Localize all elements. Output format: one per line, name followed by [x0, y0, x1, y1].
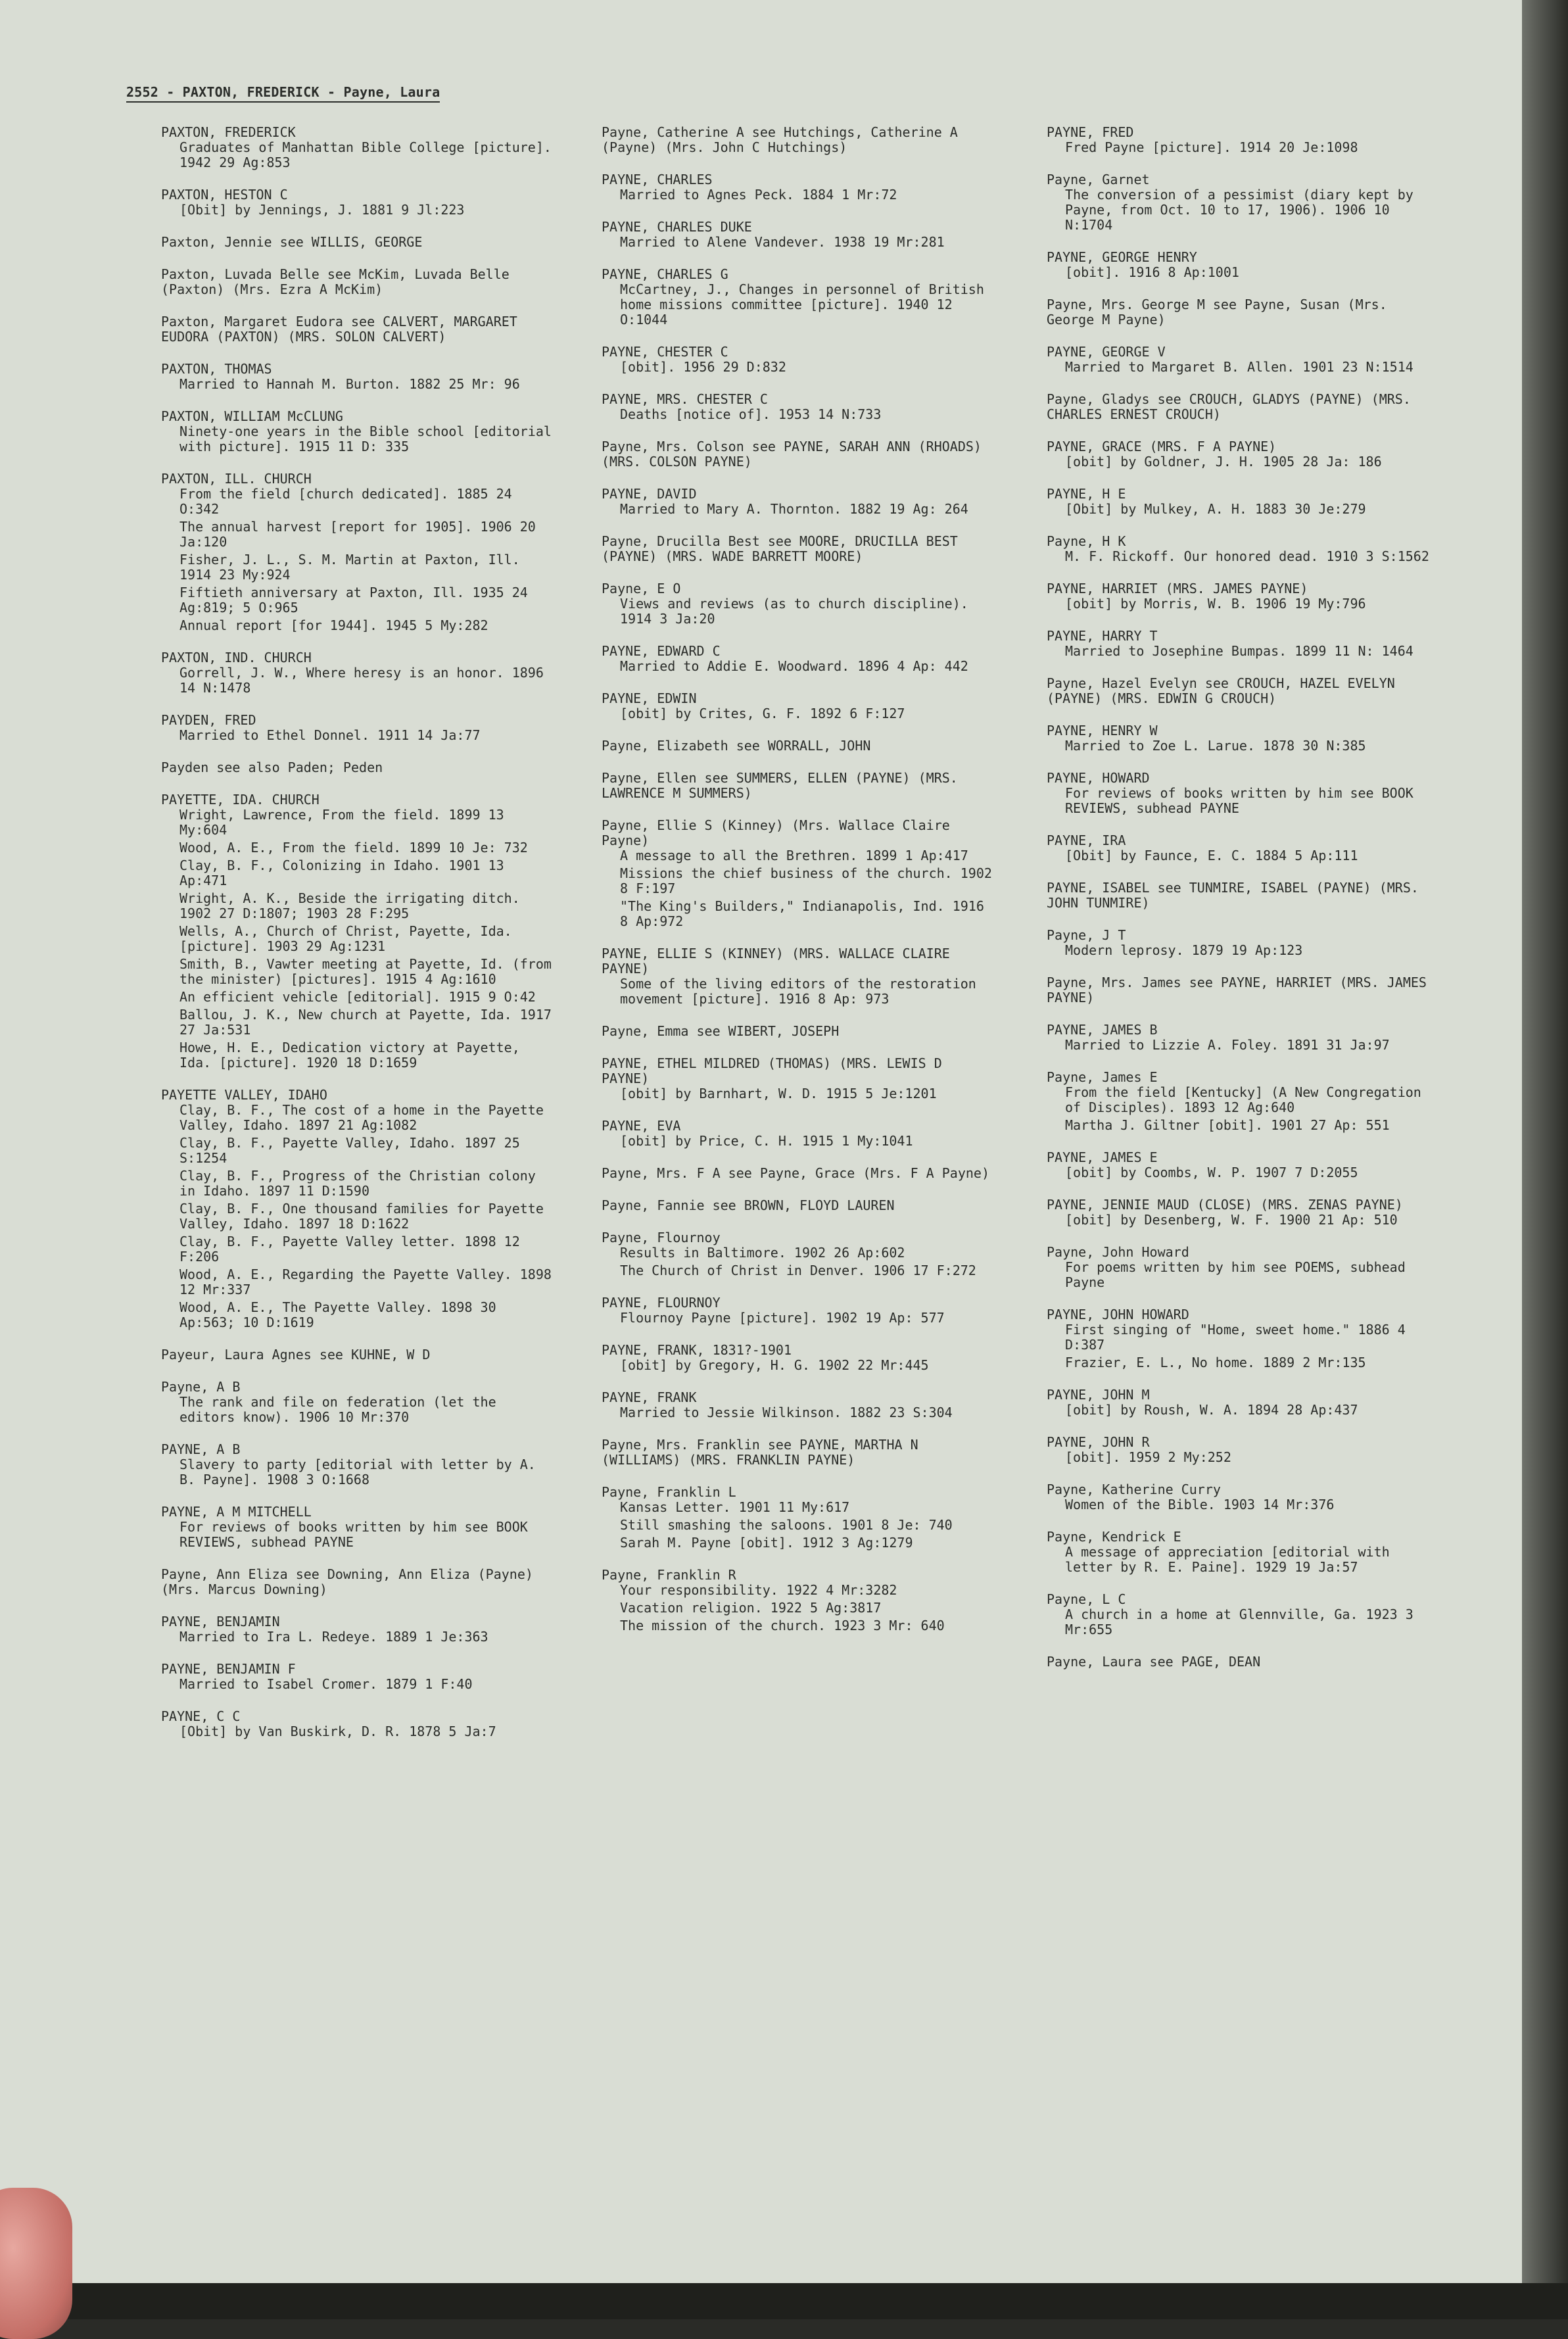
index-entry [602, 1568, 996, 1633]
entry-heading: Payeur, Laura Agnes see KUHNE, W D [161, 1347, 431, 1362]
index-entry [161, 267, 556, 297]
entry-heading: Payne, Ellie S (Kinney) (Mrs. Wallace Claire Payne) [602, 817, 958, 848]
entry-citation: Clay, B. F., The cost of a home in the Payette Valley, Idaho. 1897 21 Ag:1082 [179, 1102, 552, 1133]
index-entry [1047, 581, 1441, 612]
entry-citation: Views and reviews (as to church discipline). 1914 3 Ja:20 [620, 596, 976, 627]
entry-citation: [obit] by Crites, G. F. 1892 6 F:127 [620, 706, 905, 721]
entry-heading: Payne, Laura see PAGE, DEAN [1047, 1654, 1261, 1670]
entry-heading: Payne, Flournoy [602, 1230, 721, 1245]
entry-citation: Married to Ira L. Redeye. 1889 1 Je:363 [179, 1629, 488, 1645]
entry-heading: PAYDEN, FRED [161, 712, 256, 728]
entry-citation: Missions the chief business of the church. 1902 8 F:197 [620, 865, 1000, 896]
entry-citation: Married to Josephine Bumpas. 1899 11 N: 1464 [1065, 643, 1414, 659]
entry-citation: A church in a home at Glennville, Ga. 1923 3 Mr:655 [1065, 1606, 1421, 1637]
entry-heading: PAYNE, FRANK [602, 1389, 697, 1405]
index-entry [602, 1485, 996, 1551]
index-entry [1047, 975, 1441, 1005]
index-entry [1047, 345, 1441, 375]
index-entry [1047, 723, 1441, 754]
entry-heading: PAYNE, JENNIE MAUD (CLOSE) (MRS. ZENAS PAYNE) [1047, 1197, 1403, 1213]
entry-citation: Deaths [notice of]. 1953 14 N:733 [620, 406, 882, 422]
index-column-2 [602, 124, 1000, 1651]
index-entry [602, 345, 996, 375]
index-entry [161, 760, 556, 775]
entry-citation: [obit] by Roush, W. A. 1894 28 Ap:437 [1065, 1402, 1358, 1418]
index-column-1 [161, 124, 559, 1756]
entry-citation: [obit] by Barnhart, W. D. 1915 5 Je:1201 [620, 1086, 937, 1101]
index-entry [161, 1087, 559, 1330]
entry-heading: Payne, Mrs. F A see Payne, Grace (Mrs. F A Payne) [602, 1165, 990, 1181]
entry-heading: PAXTON, WILLIAM McCLUNG [161, 408, 343, 424]
entry-heading: Payne, Gladys see CROUCH, GLADYS (PAYNE) (MRS. CHARLES ERNEST CROUCH) [1047, 391, 1419, 422]
entry-citation: [obit] by Gregory, H. G. 1902 22 Mr:445 [620, 1357, 929, 1373]
entry-heading: PAYNE, ISABEL see TUNMIRE, ISABEL (PAYNE) (MRS. JOHN TUNMIRE) [1047, 880, 1427, 911]
index-entry [1047, 1530, 1441, 1575]
entry-citation: Wood, A. E., From the field. 1899 10 Je: 732 [179, 840, 528, 856]
entry-citation: Martha J. Giltner [obit]. 1901 27 Ap: 551 [1065, 1117, 1390, 1133]
index-entry [602, 1295, 996, 1326]
entry-heading: Payne, J T [1047, 927, 1126, 943]
index-entry [602, 738, 996, 754]
index-entry [602, 1390, 996, 1420]
entry-citation: Fiftieth anniversary at Paxton, Ill. 1935 24 Ag:819; 5 O:965 [179, 585, 536, 615]
entry-heading: Payne, Mrs. Colson see PAYNE, SARAH ANN (RHOADS) (MRS. COLSON PAYNE) [602, 439, 990, 470]
entry-citation: Howe, H. E., Dedication victory at Payette, Ida. [picture]. 1920 18 D:1659 [179, 1040, 528, 1071]
page-gutter-shadow [1522, 0, 1568, 2319]
entry-citation: First singing of "Home, sweet home." 1886 4 D:387 [1065, 1322, 1414, 1353]
entry-citation: Clay, B. F., One thousand families for Payette Valley, Idaho. 1897 18 D:1622 [179, 1201, 552, 1232]
entry-heading: Payne, Hazel Evelyn see CROUCH, HAZEL EVELYN (PAYNE) (MRS. EDWIN G CROUCH) [1047, 675, 1403, 706]
index-entry [161, 362, 556, 392]
index-entry [602, 691, 996, 721]
entry-citation: The rank and file on federation (let the editors know). 1906 10 Mr:370 [179, 1394, 504, 1425]
index-entry [1047, 172, 1441, 233]
entry-citation: Sarah M. Payne [obit]. 1912 3 Ag:1279 [620, 1535, 913, 1551]
entry-heading: PAYNE, HARRIET (MRS. JAMES PAYNE) [1047, 581, 1308, 596]
entry-heading: PAYNE, JOHN M [1047, 1387, 1150, 1403]
index-entry [1047, 833, 1441, 863]
entry-citation: McCartney, J., Changes in personnel of British home missions committee [picture]. 1940 12 O:1044 [620, 281, 992, 327]
entry-heading: Payne, Katherine Curry [1047, 1482, 1221, 1497]
entry-heading: Paxton, Margaret Eudora see CALVERT, MARGARET EUDORA (PAXTON) (MRS. SOLON CALVERT) [161, 314, 525, 345]
entry-heading: Payne, Elizabeth see WORRALL, JOHN [602, 738, 871, 754]
entry-citation: Clay, B. F., Payette Valley letter. 1898 12 F:206 [179, 1234, 528, 1265]
entry-citation: Wood, A. E., The Payette Valley. 1898 30 Ap:563; 10 D:1619 [179, 1299, 504, 1330]
entry-heading: Payne, Mrs. James see PAYNE, HARRIET (MRS. JAMES PAYNE) [1047, 975, 1435, 1005]
entry-citation: Married to Zoe L. Larue. 1878 30 N:385 [1065, 738, 1366, 754]
entry-heading: Payne, Emma see WIBERT, JOSEPH [602, 1023, 840, 1039]
entry-heading: Payne, H K [1047, 533, 1126, 549]
entry-heading: PAYNE, GEORGE V [1047, 344, 1166, 360]
index-entry [602, 534, 996, 564]
entry-heading: Payne, James E [1047, 1069, 1158, 1085]
index-entry [1047, 392, 1441, 422]
entry-heading: PAYNE, FRANK, 1831?-1901 [602, 1342, 792, 1358]
entry-citation: Women of the Bible. 1903 14 Mr:376 [1065, 1497, 1335, 1512]
entry-heading: PAXTON, HESTON C [161, 187, 288, 203]
index-entry [1047, 487, 1441, 517]
entry-citation: Married to Mary A. Thornton. 1882 19 Ag: 264 [620, 501, 968, 517]
entry-heading: Payne, Catherine A see Hutchings, Catherine A (Payne) (Mrs. John C Hutchings) [602, 124, 966, 155]
entry-citation: Wright, A. K., Beside the irrigating ditch. 1902 27 D:1807; 1903 28 F:295 [179, 890, 528, 921]
entry-heading: PAYNE, EDWARD C [602, 643, 721, 659]
entry-citation: From the field [church dedicated]. 1885 24 O:342 [179, 486, 520, 517]
entry-heading: PAYNE, MRS. CHESTER C [602, 391, 768, 407]
index-entry [1047, 880, 1441, 911]
index-entry [602, 1166, 996, 1181]
index-entry [161, 1662, 556, 1692]
index-entry [161, 314, 556, 345]
entry-heading: Payne, Fannie see BROWN, FLOYD LAUREN [602, 1197, 895, 1213]
index-entry [602, 220, 996, 250]
entry-citation: The annual harvest [report for 1905]. 1906 20 Ja:120 [179, 519, 544, 550]
entry-heading: PAYNE, EDWIN [602, 690, 697, 706]
entry-citation: For poems written by him see POEMS, subhead Payne [1065, 1259, 1414, 1290]
entry-citation: For reviews of books written by him see BOOK REVIEWS, subhead PAYNE [179, 1519, 536, 1550]
index-entry [161, 235, 556, 250]
entry-heading: PAYNE, GRACE (MRS. F A PAYNE) [1047, 439, 1277, 454]
index-entry [1047, 1387, 1441, 1418]
entry-citation: [Obit] by Faunce, E. C. 1884 5 Ap:111 [1065, 848, 1358, 863]
index-entry [161, 187, 556, 218]
entry-citation: Clay, B. F., Progress of the Christian colony in Idaho. 1897 11 D:1590 [179, 1168, 544, 1199]
entry-heading: PAXTON, IND. CHURCH [161, 650, 312, 665]
entry-heading: PAYNE, FLOURNOY [602, 1295, 721, 1311]
index-entry [1047, 629, 1441, 659]
entry-citation: Clay, B. F., Payette Valley, Idaho. 1897 25 S:1254 [179, 1135, 528, 1166]
entry-heading: PAXTON, THOMAS [161, 361, 272, 377]
entry-heading: PAYNE, BENJAMIN F [161, 1661, 296, 1677]
entry-citation: Married to Alene Vandever. 1938 19 Mr:281 [620, 234, 945, 250]
entry-heading: Payne, Franklin R [602, 1567, 736, 1583]
entry-heading: Paxton, Jennie see WILLIS, GEORGE [161, 234, 423, 250]
entry-citation: Slavery to party [editorial with letter by A. B. Payne]. 1908 3 O:1668 [179, 1457, 544, 1487]
index-entry [602, 581, 996, 627]
index-entry [1047, 297, 1441, 327]
entry-heading: PAXTON, FREDERICK [161, 124, 296, 140]
entry-citation: Your responsibility. 1922 4 Mr:3282 [620, 1582, 897, 1598]
entry-citation: [Obit] by Jennings, J. 1881 9 Jl:223 [179, 202, 465, 218]
entry-citation: [obit]. 1916 8 Ap:1001 [1065, 264, 1239, 280]
entry-citation: Annual report [for 1944]. 1945 5 My:282 [179, 617, 488, 633]
index-entry [161, 471, 556, 633]
index-entry [1047, 1592, 1441, 1637]
entry-citation: [obit] by Desenberg, W. F. 1900 21 Ap: 510 [1065, 1212, 1398, 1228]
entry-heading: PAYNE, FRED [1047, 124, 1134, 140]
entry-citation: [obit] by Morris, W. B. 1906 19 My:796 [1065, 596, 1366, 612]
index-entry [602, 487, 996, 517]
entry-citation: Clay, B. F., Colonizing in Idaho. 1901 13 Ap:471 [179, 857, 512, 888]
index-entry [602, 172, 996, 203]
entry-heading: PAXTON, ILL. CHURCH [161, 471, 312, 487]
entry-citation: Married to Lizzie A. Foley. 1891 31 Ja:97 [1065, 1037, 1390, 1053]
index-entry [161, 1442, 556, 1487]
entry-heading: PAYNE, A M MITCHELL [161, 1504, 312, 1520]
entry-citation: [obit] by Goldner, J. H. 1905 28 Ja: 186 [1065, 454, 1382, 470]
entry-heading: Payne, Ellen see SUMMERS, ELLEN (PAYNE) (MRS. LAWRENCE M SUMMERS) [602, 770, 966, 801]
entry-heading: PAYNE, DAVID [602, 486, 697, 502]
index-entry [1047, 1482, 1441, 1512]
entry-citation: Married to Margaret B. Allen. 1901 23 N:1514 [1065, 359, 1414, 375]
entry-citation: The mission of the church. 1923 3 Mr: 640 [620, 1618, 945, 1633]
index-entry [602, 817, 1000, 929]
entry-citation: The Church of Christ in Denver. 1906 17 F:272 [620, 1263, 976, 1278]
index-entry [602, 439, 996, 470]
index-entry [1047, 534, 1441, 564]
entry-heading: PAYNE, ETHEL MILDRED (THOMAS) (MRS. LEWIS D PAYNE) [602, 1055, 950, 1086]
index-entry [602, 771, 996, 801]
index-entry [1047, 1070, 1441, 1133]
index-entry [602, 1056, 996, 1101]
entry-heading: PAYETTE, IDA. CHURCH [161, 792, 320, 808]
entry-citation: Flournoy Payne [picture]. 1902 19 Ap: 577 [620, 1310, 945, 1326]
entry-citation: Results in Baltimore. 1902 26 Ap:602 [620, 1245, 905, 1261]
entry-citation: For reviews of books written by him see BOOK REVIEWS, subhead PAYNE [1065, 785, 1421, 816]
entry-heading: PAYNE, HENRY W [1047, 723, 1158, 738]
entry-heading: PAYNE, EVA [602, 1118, 681, 1134]
entry-citation: Some of the living editors of the restoration movement [picture]. 1916 8 Ap: 973 [620, 976, 984, 1007]
entry-citation: Married to Addie E. Woodward. 1896 4 Ap: 442 [620, 658, 968, 674]
entry-citation: [obit]. 1959 2 My:252 [1065, 1449, 1231, 1465]
index-entry [161, 1505, 556, 1550]
entry-citation: Married to Ethel Donnel. 1911 14 Ja:77 [179, 727, 481, 743]
index-entry [1047, 125, 1441, 155]
entry-citation: A message of appreciation [editorial with letter by R. E. Paine]. 1929 19 Ja:57 [1065, 1544, 1398, 1575]
index-entry [602, 1343, 996, 1373]
entry-heading: Payne, Mrs. George M see Payne, Susan (Mrs. George M Payne) [1047, 297, 1395, 327]
entry-heading: PAYNE, HOWARD [1047, 770, 1150, 786]
index-entry [1047, 1150, 1441, 1180]
entry-citation: "The King's Builders," Indianapolis, Ind. 1916 8 Ap:972 [620, 898, 992, 929]
index-entry [161, 713, 556, 743]
entry-heading: PAYNE, CHESTER C [602, 344, 728, 360]
entry-heading: PAYNE, H E [1047, 486, 1126, 502]
index-entry [602, 1437, 996, 1468]
entry-citation: Fred Payne [picture]. 1914 20 Je:1098 [1065, 139, 1358, 155]
entry-citation: Gorrell, J. W., Where heresy is an honor. 1896 14 N:1478 [179, 665, 552, 696]
entry-citation: [obit] by Coombs, W. P. 1907 7 D:2055 [1065, 1165, 1358, 1180]
entry-citation: Ballou, J. K., New church at Payette, Ida. 1917 27 Ja:531 [179, 1007, 559, 1038]
index-entry [1047, 676, 1441, 706]
entry-heading: PAYNE, ELLIE S (KINNEY) (MRS. WALLACE CLAIRE PAYNE) [602, 946, 958, 977]
entry-citation: Married to Isabel Cromer. 1879 1 F:40 [179, 1676, 473, 1692]
index-entry [161, 650, 556, 696]
index-entry [1047, 771, 1441, 816]
entry-citation: Kansas Letter. 1901 11 My:617 [620, 1499, 850, 1515]
entry-citation: Modern leprosy. 1879 19 Ap:123 [1065, 942, 1303, 958]
entry-heading: Payne, L C [1047, 1591, 1126, 1607]
entry-citation: Wells, A., Church of Christ, Payette, Ida. [picture]. 1903 29 Ag:1231 [179, 923, 520, 954]
entry-heading: Payne, Garnet [1047, 172, 1150, 187]
index-entry [1047, 1245, 1441, 1290]
entry-heading: Paxton, Luvada Belle see McKim, Luvada Belle (Paxton) (Mrs. Ezra A McKim) [161, 266, 517, 297]
running-head: 2552 - PAXTON, FREDERICK - Payne, Laura [126, 84, 440, 103]
entry-citation: The conversion of a pessimist (diary kept by Payne, from Oct. 10 to 17, 1906). 1906 10 N:1704 [1065, 187, 1421, 233]
entry-citation: Fisher, J. L., S. M. Martin at Paxton, Ill. 1914 23 My:924 [179, 552, 528, 583]
entry-citation: Still smashing the saloons. 1901 8 Je: 740 [620, 1517, 953, 1533]
entry-heading: Payden see also Paden; Peden [161, 760, 383, 775]
index-entry [161, 1380, 556, 1425]
entry-heading: Payne, Ann Eliza see Downing, Ann Eliza (Payne) (Mrs. Marcus Downing) [161, 1566, 541, 1597]
index-entry [1047, 1307, 1441, 1370]
entry-heading: PAYNE, C C [161, 1708, 241, 1724]
entry-citation: An efficient vehicle [editorial]. 1915 9 O:42 [179, 989, 536, 1005]
entry-citation: A message to all the Brethren. 1899 1 Ap:417 [620, 848, 968, 863]
entry-citation: Frazier, E. L., No home. 1889 2 Mr:135 [1065, 1355, 1366, 1370]
entry-heading: Payne, A B [161, 1379, 241, 1395]
index-entry [602, 1230, 996, 1278]
entry-citation: M. F. Rickoff. Our honored dead. 1910 3 S:1562 [1065, 548, 1429, 564]
entry-heading: PAYNE, CHARLES DUKE [602, 219, 752, 235]
index-column-3 [1047, 125, 1441, 1687]
entry-heading: Payne, Mrs. Franklin see PAYNE, MARTHA N (WILLIAMS) (MRS. FRANKLIN PAYNE) [602, 1437, 926, 1468]
entry-citation: Ninety-one years in the Bible school [editorial with picture]. 1915 11 D: 335 [179, 423, 559, 454]
entry-citation: [obit] by Price, C. H. 1915 1 My:1041 [620, 1133, 913, 1149]
entry-citation: Graduates of Manhattan Bible College [picture]. 1942 29 Ag:853 [179, 139, 559, 170]
entry-heading: PAYNE, CHARLES [602, 172, 713, 187]
index-entry [161, 1614, 556, 1645]
index-entry [161, 1567, 556, 1597]
entry-citation: Smith, B., Vawter meeting at Payette, Id. (from the minister) [pictures]. 1915 4 Ag:1610 [179, 956, 559, 987]
index-entry [602, 1119, 996, 1149]
index-entry [602, 644, 996, 674]
index-entry [1047, 439, 1441, 470]
index-entry [602, 1198, 996, 1213]
entry-citation: Vacation religion. 1922 5 Ag:3817 [620, 1600, 882, 1616]
entry-heading: PAYNE, JAMES E [1047, 1149, 1158, 1165]
index-entry [602, 267, 996, 327]
entry-heading: PAYNE, GEORGE HENRY [1047, 249, 1197, 265]
index-entry [161, 1709, 556, 1739]
index-entry [1047, 928, 1441, 958]
index-entry [1047, 1435, 1441, 1465]
entry-citation: Married to Agnes Peck. 1884 1 Mr:72 [620, 187, 897, 203]
entry-heading: Payne, Kendrick E [1047, 1529, 1181, 1545]
entry-heading: PAYNE, BENJAMIN [161, 1614, 280, 1629]
entry-heading: Payne, Drucilla Best see MOORE, DRUCILLA BEST (PAYNE) (MRS. WADE BARRETT MOORE) [602, 533, 966, 564]
index-entry [602, 946, 996, 1007]
entry-citation: [Obit] by Van Buskirk, D. R. 1878 5 Ja:7 [179, 1724, 496, 1739]
index-entry [161, 792, 559, 1071]
entry-heading: PAYNE, JOHN R [1047, 1434, 1150, 1450]
entry-heading: Payne, E O [602, 581, 681, 596]
entry-citation: From the field [Kentucky] (A New Congregation of Disciples). 1893 12 Ag:640 [1065, 1084, 1429, 1115]
index-entry [161, 408, 559, 454]
entry-heading: PAYNE, JOHN HOWARD [1047, 1307, 1189, 1322]
entry-citation: Wright, Lawrence, From the field. 1899 13 My:604 [179, 807, 512, 838]
entry-heading: PAYNE, A B [161, 1441, 241, 1457]
index-entry [161, 124, 559, 170]
entry-citation: Married to Jessie Wilkinson. 1882 23 S:304 [620, 1405, 953, 1420]
index-entry [1047, 1197, 1441, 1228]
entry-heading: Payne, Franklin L [602, 1484, 736, 1500]
index-entry [1047, 1023, 1441, 1053]
index-entry [602, 125, 996, 155]
index-entry [602, 1024, 996, 1039]
entry-heading: PAYNE, CHARLES G [602, 266, 728, 282]
book-bottom-edge [0, 2283, 1568, 2319]
entry-heading: PAYNE, HARRY T [1047, 628, 1158, 644]
entry-citation: [Obit] by Mulkey, A. H. 1883 30 Je:279 [1065, 501, 1366, 517]
entry-citation: [obit]. 1956 29 D:832 [620, 359, 786, 375]
index-entry [161, 1347, 556, 1362]
entry-citation: Wood, A. E., Regarding the Payette Valley. 1898 12 Mr:337 [179, 1266, 559, 1297]
entry-heading: PAYETTE VALLEY, IDAHO [161, 1087, 327, 1103]
entry-citation: Married to Hannah M. Burton. 1882 25 Mr: 96 [179, 376, 520, 392]
entry-heading: PAYNE, JAMES B [1047, 1022, 1158, 1038]
index-entry [602, 392, 996, 422]
entry-heading: PAYNE, IRA [1047, 832, 1126, 848]
thumb-holding-page [0, 2188, 72, 2339]
index-entry [1047, 250, 1441, 280]
index-entry [1047, 1654, 1441, 1670]
entry-heading: Payne, John Howard [1047, 1244, 1189, 1260]
